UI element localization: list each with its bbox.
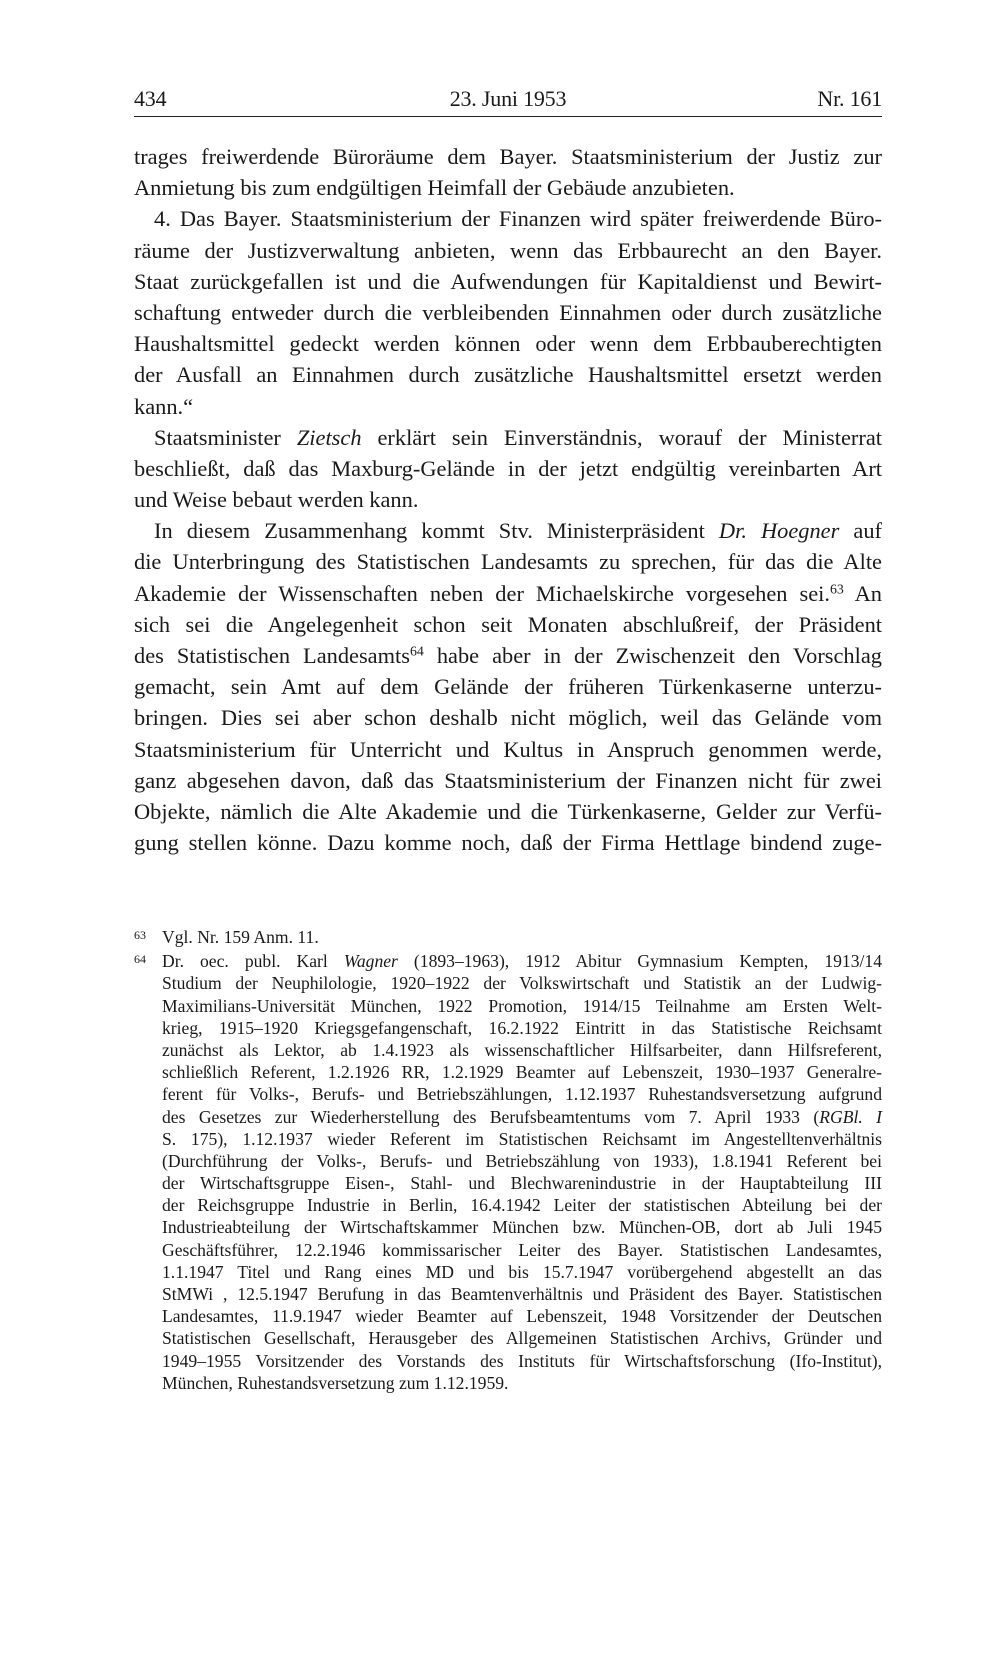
- body-line: Staatsministerium für Unterricht und Kultus in Anspruch genommen werde,: [134, 736, 882, 762]
- body-line: Haushaltsmittel gedeckt werden können oder wenn dem Erbbauberechtigten: [134, 331, 882, 357]
- text-run: des Statistischen Landesamts: [134, 643, 410, 668]
- body-line: ganz abgesehen davon, daß das Staatsministerium der Finanzen nicht für zwei: [134, 767, 882, 793]
- document-number: Nr. 161: [817, 86, 882, 111]
- footnote-line: 1.1.1947 Titel und Rang eines MD und bis 15.7.1947 vorübergehend abgestellt an das: [162, 1261, 882, 1282]
- body-line: [134, 515, 882, 546]
- text-run: An: [843, 580, 882, 606]
- text-run: Dr. oec. publ. Karl: [162, 951, 344, 972]
- footnote-63: [134, 926, 882, 948]
- text-run: Akademie der Wissenschaften neben der Michaelskirche vorgesehen sei.: [134, 580, 830, 606]
- body-line: [134, 640, 882, 671]
- person-name-zietsch: Zietsch: [296, 424, 362, 450]
- footnote-line: (Durchführung der Volks-, Berufs- und Betriebszählung von 1933), 1.8.1941 Referent bei: [162, 1150, 882, 1171]
- header-date: 23. Juni 1953: [449, 86, 567, 111]
- footnote-line: S. 175), 1.12.1937 wieder Referent im Statistischen Reichsamt im Angestelltenverhältnis: [162, 1128, 882, 1149]
- footnote-line: Landesamtes, 11.9.1947 wieder Beamter auf Lebenszeit, 1948 Vorsitzender der Deutschen: [162, 1306, 882, 1327]
- footnote-line: [162, 1106, 882, 1128]
- body-line: der Ausfall an Einnahmen durch zusätzliche Haushaltsmittel ersetzt werden: [134, 362, 882, 388]
- body-line: trages freiwerdende Büroräume dem Bayer. Staatsministerium der Justiz zur: [134, 144, 882, 169]
- footnote-line: StMWi , 12.5.1947 Berufung in das Beamtenverhältnis und Präsident des Bayer. Statistischen: [162, 1284, 882, 1304]
- footnote-line: Vgl. Nr. 159 Anm. 11.: [162, 927, 319, 947]
- footnote-line: zunächst als Lektor, ab 1.4.1923 als wissenschaftlicher Hilfsarbeiter, dann Hilfsreferent,: [162, 1039, 882, 1060]
- body-line: und Weise bebaut werden kann.: [134, 487, 419, 513]
- body-line: gung stellen könne. Dazu komme noch, daß der Firma Hettlage bindend zuge-: [134, 830, 882, 856]
- body-line: die Unterbringung des Statistischen Landesamts zu sprechen, für das die Alte: [134, 549, 882, 575]
- body-line: gemacht, sein Amt auf dem Gelände der früheren Türkenkaserne unterzu-: [134, 674, 882, 700]
- footnote-line: Geschäftsführer, 12.2.1946 kommissarischer Leiter des Bayer. Statistischen Landesamtes,: [162, 1239, 882, 1260]
- body-line: Anmietung bis zum endgültigen Heimfall der Gebäude anzubieten.: [134, 175, 735, 201]
- citation-rgbl: RGBl. I: [819, 1106, 882, 1127]
- body-line: [134, 578, 882, 609]
- footnote-line: Maximilians-Universität München, 1922 Promotion, 1914/15 Teilnahme am Ersten Welt-: [162, 995, 882, 1016]
- footnote-64: [134, 950, 882, 1394]
- body-line: sich sei die Angelegenheit schon seit Monaten abschlußreif, der Präsident: [134, 611, 882, 637]
- footnote-line: Industrieabteilung der Wirtschaftskammer München bzw. München-OB, dort ab Juli 1945: [162, 1217, 882, 1238]
- footnote-number: 64: [134, 952, 146, 967]
- footnote-line: ferent für Volks-, Berufs- und Betriebszählungen, 1.12.1937 Ruhestandsversetzung aufgrund: [162, 1084, 882, 1105]
- body-line: 4. Das Bayer. Staatsministerium der Finanzen wird später freiwerdende Büro-: [154, 206, 882, 232]
- person-name-hoegner: Dr. Hoegner: [718, 518, 840, 544]
- footnote-line: Studium der Neuphilologie, 1920–1922 der Volkswirtschaft und Statistik an der Ludwig-: [162, 973, 882, 994]
- footnote-line: schließlich Referent, 1.2.1926 RR, 1.2.1929 Beamter auf Lebenszeit, 1930–1937 Generalre-: [162, 1062, 882, 1083]
- footnote-ref-64[interactable]: 64: [409, 644, 424, 660]
- body-line: Staat zurückgefallen ist und die Aufwendungen für Kapitaldienst und Bewirt-: [134, 268, 882, 294]
- footnote-ref-63[interactable]: 63: [829, 582, 844, 597]
- body-line: räume der Justizverwaltung anbieten, wenn das Erbbaurecht an den Bayer.: [134, 237, 882, 263]
- footnote-number: 63: [134, 928, 146, 942]
- body-line: schaftung entweder durch die verbleibenden Einnahmen oder durch zusätzliche: [134, 299, 882, 325]
- footnote-line: [162, 950, 882, 972]
- footnote-line: der Reichsgruppe Industrie in Berlin, 16.4.1942 Leiter der statistischen Abteilung bei der: [162, 1195, 882, 1216]
- footnote-line: München, Ruhestandsversetzung zum 1.12.1959.: [162, 1372, 509, 1393]
- running-header: [134, 82, 882, 117]
- footnote-line: der Wirtschaftsgruppe Eisen-, Stahl- und Blechwarenindustrie in der Hauptabteilung III: [162, 1173, 882, 1194]
- body-line: beschließt, daß das Maxburg-Gelände in der jetzt endgültig vereinbarten Art: [134, 455, 882, 481]
- text-run: (1893–1963), 1912 Abitur Gymnasium Kempten, 1913/14: [397, 951, 882, 972]
- footnote-line: Statistischen Gesellschaft, Herausgeber des Allgemeinen Statistischen Archivs, Gründer und: [162, 1328, 882, 1349]
- text-run: auf: [839, 518, 883, 544]
- body-line: Objekte, nämlich die Alte Akademie und die Türkenkaserne, Gelder zur Verfü-: [134, 798, 882, 824]
- text-run: des Gesetzes zur Wiederherstellung des Berufsbeamtentums vom 7. April 1933 (: [162, 1106, 820, 1127]
- text-run: erklärt sein Einverständnis, worauf der Ministerrat: [361, 424, 882, 450]
- footnotes: [134, 926, 882, 1394]
- text-run: Staatsminister: [154, 424, 297, 450]
- text-run: In diesem Zusammenhang kommt Stv. Ministerpräsident: [154, 518, 719, 544]
- body-line: [134, 422, 882, 453]
- footnote-line: krieg, 1915–1920 Kriegsgefangenschaft, 16.2.1922 Eintritt in das Statistische Reichsamt: [162, 1017, 882, 1038]
- footnote-line: 1949–1955 Vorsitzender des Vorstands des Instituts für Wirtschaftsforschung (Ifo-Institut),: [162, 1350, 882, 1371]
- body-line: kann.“: [134, 393, 194, 419]
- person-name-wagner: Wagner: [343, 951, 398, 972]
- text-run: habe aber in der Zwischenzeit den Vorschlag: [423, 643, 882, 668]
- page-number: 434: [134, 86, 167, 111]
- body-line: bringen. Dies sei aber schon deshalb nicht möglich, weil das Gelände vom: [134, 705, 882, 731]
- body-text: [134, 141, 882, 858]
